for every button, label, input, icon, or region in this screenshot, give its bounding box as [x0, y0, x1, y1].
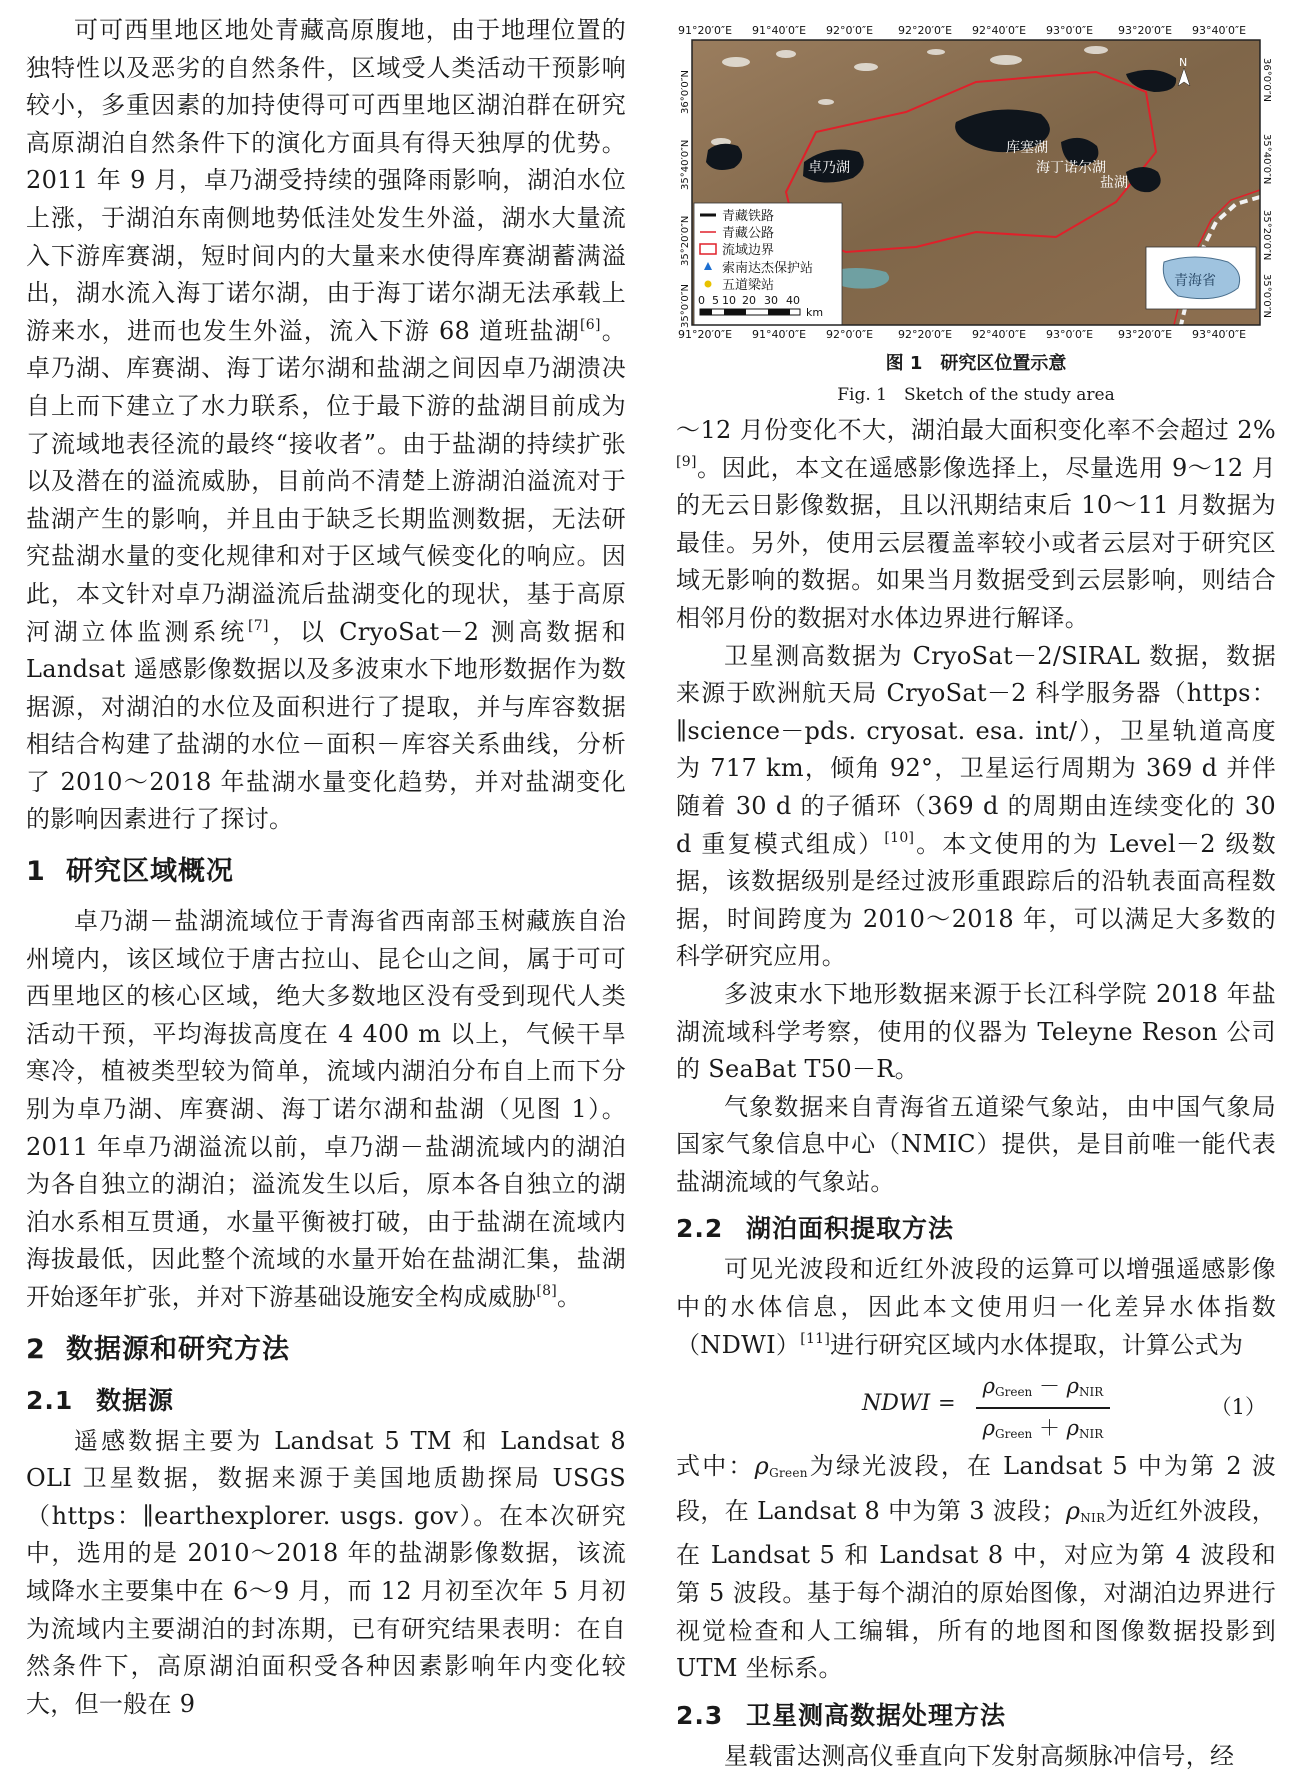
label-kusai: 库塞湖 [1006, 140, 1048, 156]
intro-paragraph: 可可西里地区地处青藏高原腹地，由于地理位置的独特性以及恶劣的自然条件，区域受人类活动干预影响较小，多重因素的加持使得可可西里地区湖泊群在研究高原湖泊自然条件下的演化方面具有得天独厚的优势。2011 年 9 月，卓乃湖受持续的强降雨影响，湖泊水位上涨，于湖泊东南侧地势低洼处发生外溢，湖水大量流入下游库赛湖，短时间内的大量来水使得库赛湖蓄满溢出，湖水流入海丁诺尔湖，由于海丁诺尔湖无法承载上游来水，进而也发生外溢，流入下游 68 道班盐湖[6]。卓乃湖、库赛湖、海丁诺尔湖和盐湖之间因卓乃湖溃决自上而下建立了水力联系，位于最下游的盐湖目前成为了流域地表径流的最终“接收者”。由于盐湖的持续扩张以及潜在的溢流威胁，目前尚不清楚上游湖泊溢流对于盐湖产生的影响，并且由于缺乏长期监测数据，无法研究盐湖水量的变化规律和对于区域气候变化的响应。因此，本文针对卓乃湖溢流后盐湖变化的现状，基于高原河湖立体监测系统[7]，以 CryoSat－2 测高数据和 Landsat 遥感影像数据以及多波束水下地形数据作为数据源，对湖泊的水位及面积进行了提取，并与库容数据相结合构建了盐湖的水位－面积－库容关系曲线，分析了 2010～2018 年盐湖水量变化趋势，并对盐湖变化的影响因素进行了探讨。 [26, 16, 627, 834]
svg-text:35°0′0″N: 35°0′0″N [1261, 274, 1272, 318]
svg-text:36°0′0″N: 36°0′0″N [1261, 58, 1272, 102]
svg-text:35°40′0″N: 35°40′0″N [680, 139, 691, 190]
svg-text:5: 5 [712, 294, 719, 307]
svg-text:30: 30 [764, 294, 778, 307]
legend-railway: 青藏铁路 [722, 209, 775, 224]
fraction-bar [976, 1407, 1110, 1409]
formula-lhs: NDWI [862, 1391, 931, 1417]
section-1-heading: 1 研究区域概况 [26, 856, 234, 888]
svg-text:91°40′0″E: 91°40′0″E [752, 24, 807, 37]
svg-text:92°20′0″E: 92°20′0″E [898, 24, 953, 37]
section-2-3-heading: 2.3 卫星测高数据处理方法 [676, 1700, 1007, 1730]
svg-text:40: 40 [786, 294, 800, 307]
label-haidingnuoer: 海丁诺尔湖 [1036, 160, 1106, 176]
svg-text:93°40′0″E: 93°40′0″E [1192, 24, 1247, 37]
top-lon-labels [678, 24, 1246, 37]
svg-text:36°0′0″N: 36°0′0″N [680, 70, 691, 114]
svg-text:35°0′0″N: 35°0′0″N [680, 284, 691, 328]
map-svg [676, 22, 1276, 342]
svg-text:93°0′0″E: 93°0′0″E [1046, 328, 1094, 341]
svg-text:91°40′0″E: 91°40′0″E [752, 328, 807, 341]
legend-station-wudaoliang: 五道梁站 [722, 278, 775, 293]
svg-text:93°20′0″E: 93°20′0″E [1118, 328, 1173, 341]
altimetry-paragraph: 卫星测高数据为 CryoSat－2/SIRAL 数据，数据来源于欧洲航天局 CryoSat－2 科学服务器（https：∥science－pds. cryosat. esa. int/），卫星轨道高度为 717 km，倾角 92°，卫星运行周期为 369 d 并伴随着 30 d 的子循环（369 d 的周期由连续变化的 30 d 重复模式组成）[10]。本文使用的为 Level－2 级数据，该数据级别是经过波形重跟踪后的沿轨表面高程数据，时间跨度为 2010～2018 年，可以满足大多数的科学研究应用。 [676, 641, 1276, 971]
figure-caption-cn: 图 1 研究区位置示意 [885, 353, 1067, 374]
svg-text:92°0′0″E: 92°0′0″E [826, 24, 874, 37]
weather-paragraph: 气象数据来自青海省五道梁气象站，由中国气象局国家气象信息中心（NMIC）提供，是目前唯一能代表盐湖流域的气象站。 [676, 1092, 1276, 1196]
svg-text:91°20′0″E: 91°20′0″E [678, 328, 733, 341]
figure-caption-en: Fig. 1 Sketch of the study area [837, 385, 1115, 405]
inset-map [1146, 247, 1256, 309]
section-2-heading: 2 数据源和研究方法 [26, 1333, 290, 1365]
svg-text:20: 20 [742, 294, 756, 307]
citation-10[interactable]: [10] [884, 829, 915, 846]
left-lat-labels [680, 70, 691, 328]
svg-text:92°40′0″E: 92°40′0″E [972, 24, 1027, 37]
section-2-2-heading: 2.2 湖泊面积提取方法 [676, 1214, 955, 1244]
svg-text:35°20′0″N: 35°20′0″N [680, 215, 691, 266]
svg-text:92°40′0″E: 92°40′0″E [972, 328, 1027, 341]
legend-boundary: 流域边界 [722, 243, 775, 258]
label-yan: 盐湖 [1100, 175, 1128, 191]
legend-highway: 青藏公路 [722, 226, 775, 241]
svg-text:0: 0 [698, 294, 705, 307]
legend-station-sonam: 索南达杰保护站 [722, 261, 814, 276]
inset-label: 青海省 [1174, 273, 1216, 289]
svg-text:92°20′0″E: 92°20′0″E [898, 328, 953, 341]
label-zhuonai: 卓乃湖 [808, 160, 850, 176]
svg-text:km: km [806, 306, 824, 319]
svg-text:N: N [1179, 56, 1188, 69]
section-2-3-paragraph: 星载雷达测高仪垂直向下发射高频脉冲信号，经 [724, 1741, 1235, 1770]
formula-numerator: $\rho_{Green} - \rho_{NIR}$ [982, 1374, 1104, 1400]
svg-text:10: 10 [722, 294, 736, 307]
formula-equals: = [938, 1391, 956, 1416]
ndwi-formula [676, 1370, 1276, 1446]
equation-number: （1） [1210, 1395, 1266, 1420]
citation-7[interactable]: [7] [248, 617, 269, 634]
map-legend [694, 203, 842, 325]
svg-text:92°0′0″E: 92°0′0″E [826, 328, 874, 341]
formula-description: 式中：$\rho_{Green}$为绿光波段，在 Landsat 5 中为第 2 波段，在 Landsat 8 中为第 3 波段；$\rho_{NIR}$为近红外波段，在 Landsat 5 和 Landsat 8 中，对应为第 4 波段和第 5 波段。基于每个湖泊的原始图像，对湖泊边界进行视觉检查和人工编辑，所有的地图和图像数据投影到 UTM 坐标系。 [676, 1452, 1276, 1683]
citation-9[interactable]: [9] [676, 453, 697, 470]
svg-text:93°0′0″E: 93°0′0″E [1046, 24, 1094, 37]
section-1-paragraph: 卓乃湖－盐湖流域位于青海省西南部玉树藏族自治州境内，该区域位于唐古拉山、昆仑山之间，属于可可西里地区的核心区域，绝大多数地区没有受到现代人类活动干预，平均海拔高度在 4 400 m 以上，气候干旱寒冷，植被类型较为简单，流域内湖泊分布自上而下分别为卓乃湖、库赛湖、海丁诺尔湖和盐湖（见图 1）。2011 年卓乃湖溢流以前，卓乃湖－盐湖流域内的湖泊为各自独立的湖泊；溢流发生以后，原本各自独立的湖泊水系相互贯通，水量平衡被打破，由于盐湖在流域内海拔最低，因此整个流域的水量开始在盐湖汇集，盐湖开始逐年扩张，并对下游基础设施安全构成威胁[8]。 [26, 907, 626, 1311]
svg-text:93°40′0″E: 93°40′0″E [1192, 328, 1247, 341]
right-column [676, 0, 1276, 1775]
citation-11[interactable]: [11] [800, 1330, 831, 1347]
right-lat-labels [1261, 58, 1272, 318]
citation-8[interactable]: [8] [536, 1283, 558, 1299]
svg-text:91°20′0″E: 91°20′0″E [678, 24, 733, 37]
svg-text:93°20′0″E: 93°20′0″E [1118, 24, 1173, 37]
study-area-map [676, 22, 1276, 412]
svg-text:35°20′0″N: 35°20′0″N [1261, 210, 1272, 261]
bottom-lon-labels [678, 328, 1246, 341]
section-2-1-paragraph: 遥感数据主要为 Landsat 5 TM 和 Landsat 8 OLI 卫星数据，数据来源于美国地质勘探局 USGS（https：∥earthexplorer. usgs. gov）。在本次研究中，选用的是 2010～2018 年的盐湖影像数据，该流域降水主要集中在 6～9 月，而 12 月初至次年 5 月初为流域内主要湖泊的封冻期，已有研究结果表明：在自然条件下，高原湖泊面积受各种因素影响年内变化较大，但一般在 9 [26, 1426, 626, 1718]
left-column [26, 0, 626, 1723]
multibeam-paragraph: 多波束水下地形数据来源于长江科学院 2018 年盐湖流域科学考察，使用的仪器为 Teleyne Reson 公司的 SeaBat T50－R。 [676, 979, 1276, 1084]
citation-6[interactable]: [6] [580, 316, 601, 333]
section-2-2-paragraph: 可见光波段和近红外波段的运算可以增强遥感影像中的水体信息，因此本文使用归一化差异水体指数（NDWI）[11]进行研究区域内水体提取，计算公式为 [676, 1255, 1276, 1359]
formula-denominator: $\rho_{Green} + \rho_{NIR}$ [982, 1416, 1104, 1442]
section-2-1-heading: 2.1 数据源 [26, 1385, 175, 1415]
svg-text:35°40′0″N: 35°40′0″N [1261, 134, 1272, 185]
continued-paragraph: ～12 月份变化不大，湖泊最大面积变化率不会超过 2%[9]。因此，本文在遥感影像选择上，尽量选用 9～12 月的无云日影像数据，且以汛期结束后 10～11 月数据为最佳。另外，使用云层覆盖率较小或者云层对于研究区域无影响的数据。如果当月数据受到云层影响，则结合相邻月份的数据对水体边界进行解译。 [676, 416, 1276, 632]
